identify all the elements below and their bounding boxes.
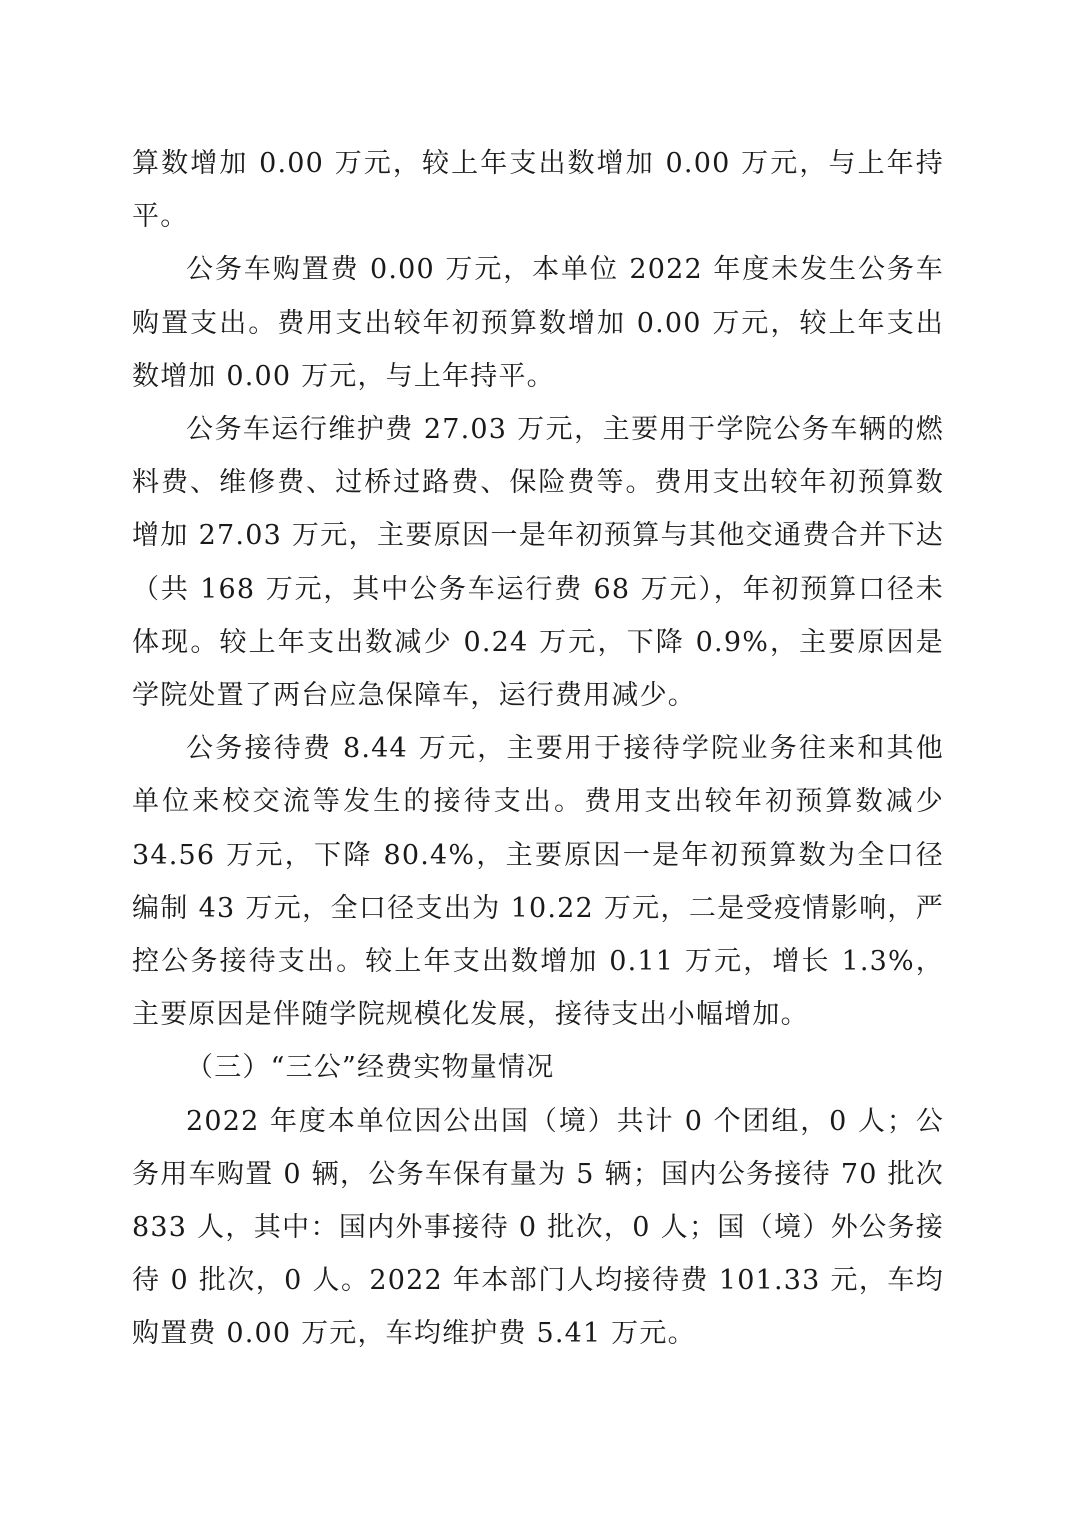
document-body	[132, 137, 944, 1361]
vehicle-operation-paragraph: 公务车运行维护费 27.03 万元，主要用于学院公务车辆的燃料费、维修费、过桥过路费、保险费等。费用支出较年初预算数增加 27.03 万元，主要原因一是年初预算与其他交通费合并下达（共 168 万元，其中公务车运行费 68 万元），年初预算口径未体现。较上年支出数减少 0.24 万元，下降 0.9%，主要原因是学院处置了两台应急保障车，运行费用减少。	[132, 414, 944, 712]
reception-expense-paragraph: 公务接待费 8.44 万元，主要用于接待学院业务往来和其他单位来校交流等发生的接待支出。费用支出较年初预算数减少 34.56 万元，下降 80.4%，主要原因一是年初预算数为全口径编制 43 万元，全口径支出为 10.22 万元，二是受疫情影响，严控公务接待支出。较上年支出数增加 0.11 万元，增长 1.3%，主要原因是伴随学院规模化发展，接待支出小幅增加。	[132, 733, 944, 1031]
physical-quantity-paragraph: 2022 年度本单位因公出国（境）共计 0 个团组，0 人；公务用车购置 0 辆，公务车保有量为 5 辆；国内公务接待 70 批次 833 人，其中：国内外事接待 0 批次，0 人；国（境）外公务接待 0 批次，0 人。2022 年本部门人均接待费 101.33 元，车均购置费 0.00 万元，车均维护费 5.41 万元。	[132, 1105, 944, 1350]
section-heading: （三）“三公”经费实物量情况	[186, 1052, 555, 1084]
continued-paragraph: 算数增加 0.00 万元，较上年支出数增加 0.00 万元，与上年持平。	[132, 148, 944, 233]
vehicle-purchase-paragraph: 公务车购置费 0.00 万元，本单位 2022 年度未发生公务车购置支出。费用支出较年初预算数增加 0.00 万元，较上年支出数增加 0.00 万元，与上年持平。	[132, 254, 944, 392]
